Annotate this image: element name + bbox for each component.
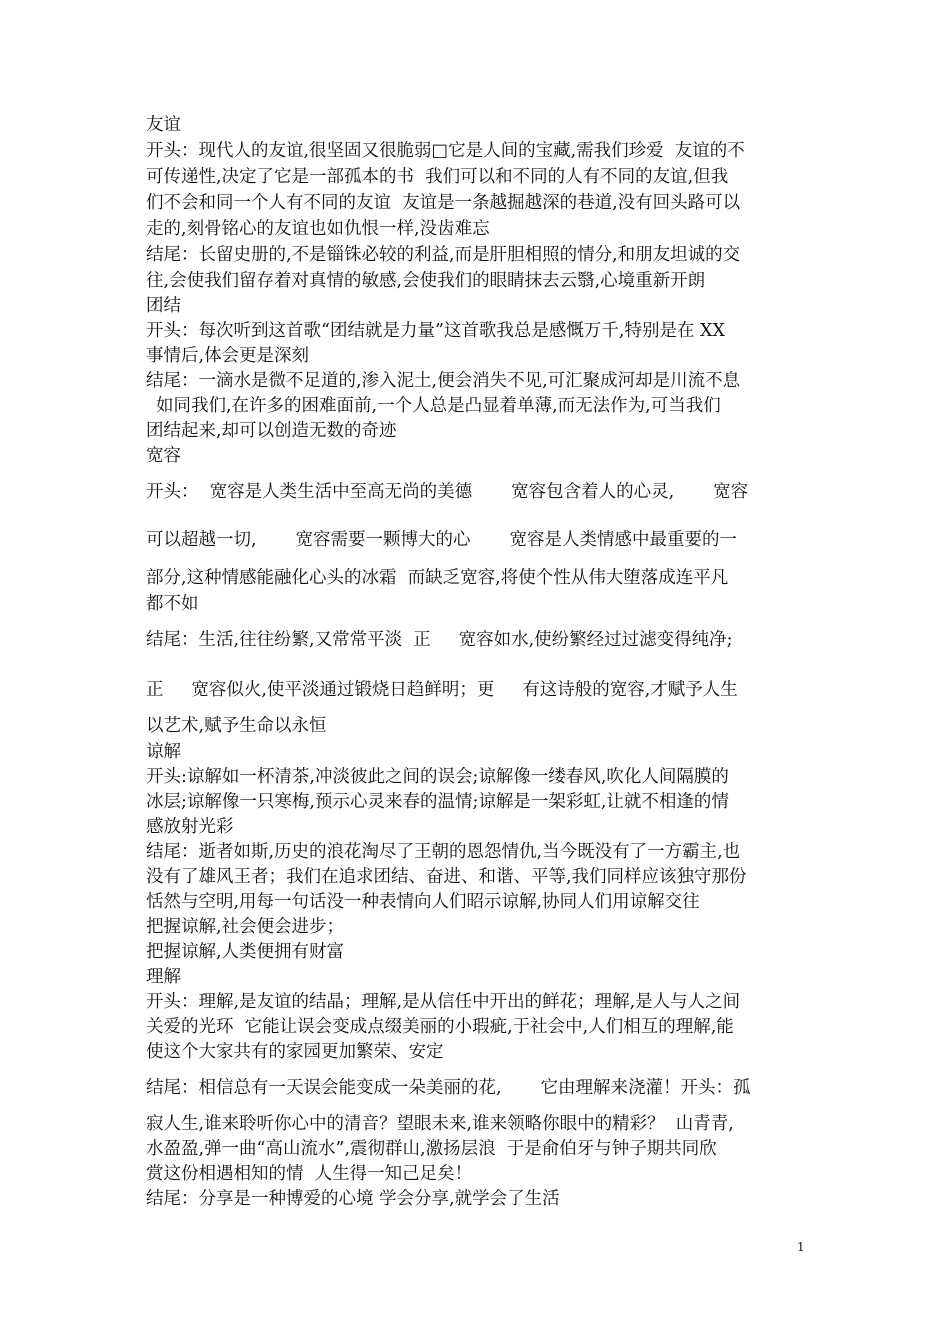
text-line: 把握谅解,社会便会进步； (146, 917, 345, 937)
text-line: 开头:谅解如一杯清茶,冲淡彼此之间的误会;谅解像一缕春风,吹化人间隔膜的 (146, 767, 729, 787)
text-line: 感放射光彩 (146, 817, 234, 837)
heading-tolerance: 宽容 (146, 446, 181, 466)
text-line: 关爱的光环 它能让误会变成点缀美丽的小瑕疵,于社会中,人们相互的理解,能 (146, 1017, 734, 1037)
text-line: 结尾：逝者如斯,历史的浪花淘尽了王朝的恩怨情仇,当今既没有了一方霸主,也 (146, 842, 741, 862)
text-line: 结尾：一滴水是微不足道的,渗入泥土,便会消失不见,可汇聚成河却是川流不息 (146, 371, 741, 391)
text-line: 团结起来,却可以创造无数的奇迹 (146, 421, 397, 441)
text-line: 往,会使我们留存着对真情的敏感,会使我们的眼睛抹去云翳,心境重新开朗 (146, 271, 706, 291)
text-line: 结尾：相信总有一天误会能变成一朵美丽的花, 它由理解来浇灌！开头：孤 (146, 1078, 751, 1098)
text-line: 开头：每次听到这首歌“团结就是力量”这首歌我总是感慨万千,特别是在 XX (146, 321, 725, 341)
text-line: 冰层;谅解像一只寒梅,预示心灵来春的温情;谅解是一架彩虹,让就不相逢的情 (146, 792, 729, 812)
text-line: 可以超越一切, 宽容需要一颗博大的心 宽容是人类情感中最重要的一 (146, 530, 737, 550)
text-line: 事情后,体会更是深刻 (146, 346, 310, 366)
text-line: 以艺术,赋予生命以永恒 (146, 716, 327, 736)
text-line: 把握谅解,人类便拥有财富 (146, 942, 345, 962)
text-line: 结尾：分享是一种博爱的心境 学会分享,就学会了生活 (146, 1189, 560, 1209)
text-line: 可传递性,决定了它是一部孤本的书 我们可以和不同的人有不同的友谊,但我 (146, 167, 729, 187)
text-line: 使这个大家共有的家园更加繁荣、安定 (146, 1042, 444, 1062)
text-line: 如同我们,在许多的困难面前,一个人总是凸显着单薄,而无法作为,可当我们 (156, 396, 721, 416)
text-line: 结尾：生活,往往纷繁,又常常平淡 正 宽容如水,使纷繁经过过滤变得纯净; (146, 630, 733, 650)
text-line: 开头： 宽容是人类生活中至高无尚的美德 宽容包含着人的心灵, 宽容 (146, 482, 749, 502)
text-line: 走的,刻骨铭心的友谊也如仇恨一样,没齿难忘 (146, 219, 490, 239)
text-line: 开头：理解,是友谊的结晶；理解,是从信任中开出的鲜花；理解,是人与人之间 (146, 992, 741, 1012)
text-line: 们不会和同一个人有不同的友谊 友谊是一条越掘越深的巷道,没有回头路可以 (146, 193, 741, 213)
heading-unity: 团结 (146, 296, 181, 316)
text-line: 开头：现代人的友谊,很坚固又很脆弱□它是人间的宝藏,需我们珍爱 友谊的不 (146, 141, 745, 161)
text-line: 正 宽容似火,使平淡通过锻烧日趋鲜明；更 有这诗般的宽容,才赋予人生 (146, 680, 738, 700)
text-line: 赏这份相遇相知的情 人生得一知己足矣！ (146, 1164, 473, 1184)
text-line: 恬然与空明,用每一句话没一种表情向人们昭示谅解,协同人们用谅解交往 (146, 892, 700, 912)
page-number: 1 (797, 1240, 805, 1254)
heading-friendship: 友谊 (146, 115, 181, 135)
text-line: 寂人生,谁来聆听你心中的清音？望眼未来,谁来领略你眼中的精彩？ 山青青, (146, 1114, 734, 1134)
heading-understanding: 理解 (146, 967, 181, 987)
heading-forgiveness: 谅解 (146, 742, 181, 762)
text-line: 结尾：长留史册的,不是锱铢必较的利益,而是肝胆相照的情分,和朋友坦诚的交 (146, 245, 741, 265)
text-line: 部分,这种情感能融化心头的冰霜 而缺乏宽容,将使个性从伟大堕落成连平凡 (146, 568, 729, 588)
text-line: 水盈盈,弹一曲“高山流水”,震彻群山,激扬层浪 于是俞伯牙与钟子期共同欣 (146, 1139, 717, 1159)
text-line: 没有了雄风王者；我们在追求团结、奋进、和谐、平等,我们同样应该独守那份 (146, 867, 747, 887)
text-line: 都不如 (146, 594, 199, 614)
